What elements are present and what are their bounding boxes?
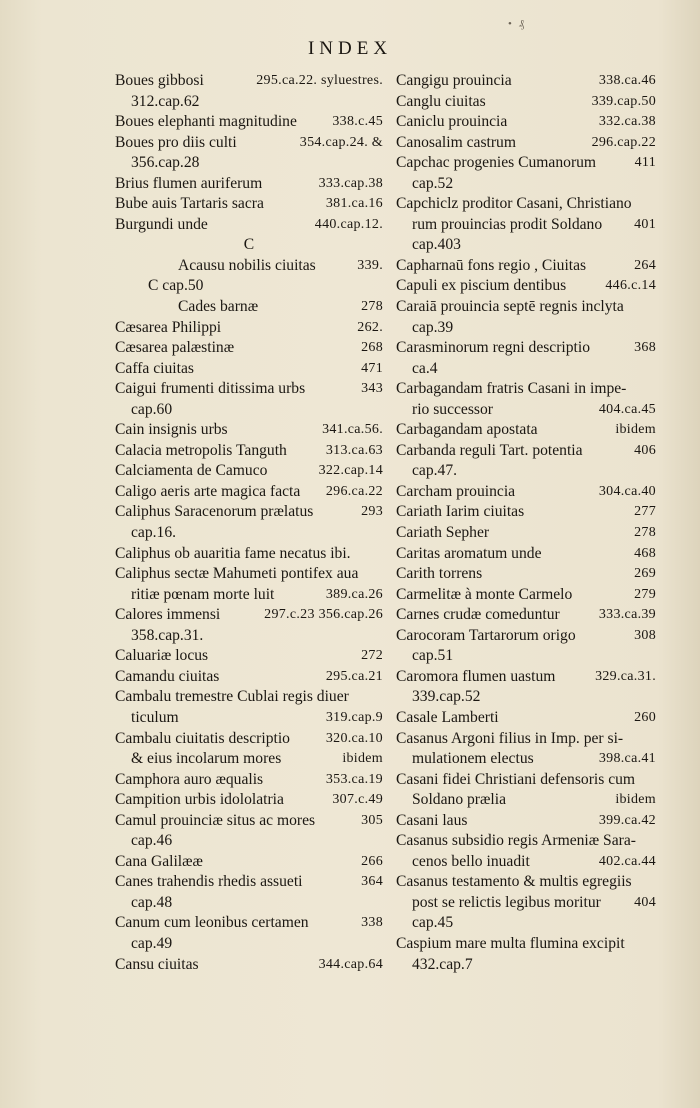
entry-text: cap.45 (412, 914, 454, 932)
entry-text: Casanus subsidio regis Armeniæ Sara- (396, 832, 636, 850)
entry-text: Cariath Iarim ciuitas (396, 503, 525, 521)
entry-reference: ibidem (615, 792, 656, 808)
index-entry (396, 194, 656, 215)
entry-text: cap.52 (412, 174, 454, 192)
entry-text: Caniclu prouincia (396, 113, 508, 131)
index-entry (396, 687, 656, 708)
index-entry (115, 585, 383, 606)
entry-text: Carbagandam fratris Casani in impe- (396, 380, 627, 398)
entry-text: cap.49 (131, 934, 173, 952)
index-entry (115, 626, 383, 647)
entry-reference: 264 (634, 257, 656, 273)
index-entry (115, 92, 383, 113)
entry-reference: 333.cap.38 (318, 175, 383, 191)
index-entry (115, 379, 383, 400)
entry-reference: 402.ca.44 (598, 853, 656, 869)
index-entry (396, 872, 656, 893)
index-entry (396, 318, 656, 339)
entry-reference: 308 (634, 627, 656, 643)
entry-reference: 268 (361, 340, 383, 356)
entry-text: 356.cap.28 (131, 154, 200, 172)
entry-text: Caigui frumenti ditissima urbs (115, 380, 306, 398)
index-column-right (396, 71, 656, 975)
index-entry (396, 893, 656, 914)
index-entry (115, 544, 383, 565)
index-entry (115, 318, 383, 339)
index-entry (115, 646, 383, 667)
entry-text: Capchiclz proditor Casani, Christiano (396, 195, 632, 213)
index-entry (115, 749, 383, 770)
entry-text: Bube auis Tartaris sacra (115, 195, 264, 213)
index-entry (396, 112, 656, 133)
entry-text: Cæsarea Philippi (115, 318, 222, 336)
entry-reference: 404.ca.45 (598, 401, 656, 417)
entry-text: Boues pro diis culti (115, 133, 237, 151)
entry-reference: 341.ca.56. (322, 422, 383, 438)
index-entry (396, 153, 656, 174)
index-entry (396, 502, 656, 523)
entry-reference: 313.ca.63 (325, 442, 383, 458)
entry-text: 312.cap.62 (131, 92, 200, 110)
entry-reference: 296.ca.22 (325, 483, 383, 499)
entry-text: Capchac progenies Cumanorum (396, 154, 597, 172)
entry-text: C cap.50 (148, 277, 204, 295)
entry-text: Acausu nobilis ciuitas (178, 256, 316, 274)
index-entry (396, 605, 656, 626)
entry-text: Caspium mare multa flumina excipit (396, 934, 625, 952)
entry-text: Casale Lamberti (396, 708, 499, 726)
entry-text: ticulum (131, 708, 179, 726)
entry-text: Carith torrens (396, 565, 483, 583)
index-entry (396, 667, 656, 688)
index-entry (396, 544, 656, 565)
entry-text: cap.16. (131, 524, 177, 542)
entry-text: cap.60 (131, 400, 173, 418)
index-entry (396, 646, 656, 667)
entry-reference: 277 (634, 504, 656, 520)
index-entry (115, 770, 383, 791)
entry-reference: 262. (357, 319, 383, 335)
entry-text: Boues gibbosi (115, 72, 204, 89)
entry-text: mulationem electus (412, 750, 534, 768)
index-entry (396, 770, 656, 791)
index-entry (115, 872, 383, 893)
entry-reference: 295.ca.22. syluestres. (256, 73, 383, 88)
index-entry (115, 461, 383, 482)
entry-text: Camul prouinciæ situs ac mores (115, 811, 316, 829)
entry-reference: 296.cap.22 (591, 134, 656, 150)
entry-text: ritiæ pœnam morte luit (131, 585, 275, 603)
entry-text: Canosalim castrum (396, 133, 516, 151)
entry-text: Capharnaū fons regio , Ciuitas (396, 256, 587, 274)
index-entry (396, 235, 656, 256)
entry-text: Casani fidei Christiani defensoris cum (396, 770, 636, 788)
entry-reference: 305 (361, 812, 383, 828)
index-entry (396, 852, 656, 873)
entry-text: Cana Galilææ (115, 852, 203, 870)
entry-text: Canum cum leonibus certamen (115, 914, 309, 932)
entry-reference: 344.cap.64 (318, 956, 383, 972)
index-entry (396, 790, 656, 811)
index-entry (115, 955, 383, 976)
index-entry (396, 297, 656, 318)
entry-text: Cambalu ciuitatis descriptio (115, 729, 290, 747)
entry-text: Carnes crudæ comeduntur (396, 606, 560, 624)
entry-text: Brius flumen auriferum (115, 174, 263, 192)
index-entry (115, 482, 383, 503)
entry-reference: 401 (634, 216, 656, 232)
entry-reference: 278 (361, 299, 383, 315)
entry-reference: 338.ca.46 (598, 73, 656, 88)
index-entry (396, 585, 656, 606)
entry-reference: 272 (361, 648, 383, 664)
index-entry (115, 523, 383, 544)
index-entry (396, 133, 656, 154)
index-entry (115, 893, 383, 914)
index-entry (115, 133, 383, 154)
index-entry (115, 276, 383, 297)
entry-reference: 471 (361, 360, 383, 376)
index-entry (115, 215, 383, 236)
index-entry (115, 502, 383, 523)
index-entry (396, 482, 656, 503)
index-entry (115, 71, 383, 92)
index-entry (396, 71, 656, 92)
index-entry (396, 215, 656, 236)
entry-text: Cain insignis urbs (115, 421, 228, 439)
entry-text: C (243, 236, 255, 254)
entry-text: Canes trahendis rhedis assueti (115, 873, 303, 891)
entry-text: rum prouincias prodit Soldano (412, 215, 603, 233)
entry-reference: 398.ca.41 (598, 751, 656, 767)
index-entry (396, 934, 656, 955)
entry-text: 358.cap.31. (131, 626, 204, 644)
entry-text: rio successor (412, 400, 493, 418)
entry-text: Cades barnæ (178, 298, 259, 316)
index-entry (396, 400, 656, 421)
index-entry (115, 729, 383, 750)
entry-text: Camphora auro æqualis (115, 770, 264, 788)
entry-text: Casanus testamento & multis egregiis (396, 873, 632, 891)
entry-text: Carcham prouincia (396, 482, 516, 500)
index-entry (396, 955, 656, 976)
index-entry (115, 112, 383, 133)
index-entry (396, 359, 656, 380)
entry-text: Capuli ex piscium dentibus (396, 277, 567, 295)
entry-text: 432.cap.7 (412, 955, 473, 973)
entry-text: Caritas aromatum unde (396, 544, 542, 562)
index-entry (396, 831, 656, 852)
entry-text: Caliphus Saracenorum prælatus (115, 503, 314, 521)
index-column-left (115, 71, 383, 975)
index-entry (115, 400, 383, 421)
entry-reference: 338 (361, 915, 383, 931)
index-entry (115, 811, 383, 832)
entry-reference: 368 (634, 340, 656, 356)
entry-reference: 260 (634, 709, 656, 725)
entry-reference: 354.cap.24. & (299, 134, 383, 150)
running-head: INDEX (307, 38, 393, 59)
entry-text: Carasminorum regni descriptio (396, 339, 591, 357)
entry-reference: 269 (634, 566, 656, 582)
index-entry (115, 687, 383, 708)
index-entry (115, 667, 383, 688)
entry-text: 339.cap.52 (412, 688, 481, 706)
entry-reference: 353.ca.19 (325, 771, 383, 787)
entry-text: Casanus Argoni filius in Imp. per si- (396, 729, 624, 747)
entry-reference: 332.ca.38 (598, 114, 656, 130)
index-entry (396, 256, 656, 277)
entry-text: Camandu ciuitas (115, 667, 220, 685)
entry-text: Calores immensi (115, 606, 221, 624)
entry-reference: 333.ca.39 (598, 607, 656, 623)
index-entry (115, 420, 383, 441)
entry-text: Calciamenta de Camuco (115, 462, 268, 480)
entry-text: Canglu ciuitas (396, 92, 486, 110)
entry-reference: 304.ca.40 (598, 483, 656, 499)
entry-reference: 329.ca.31. (595, 668, 656, 684)
entry-reference: 404 (634, 894, 656, 910)
entry-reference: 295.ca.21 (325, 668, 383, 684)
entry-text: Soldano prælia (412, 791, 506, 809)
entry-text: cap.39 (412, 318, 454, 336)
entry-reference: 320.ca.10 (325, 730, 383, 746)
entry-text: Carbagandam apostata (396, 421, 538, 439)
index-entry (396, 811, 656, 832)
entry-reference: 381.ca.16 (325, 196, 383, 212)
index-entry (396, 338, 656, 359)
index-entry (115, 338, 383, 359)
entry-text: Carbanda reguli Tart. potentia (396, 441, 583, 459)
index-entry (396, 92, 656, 113)
index-entry (115, 359, 383, 380)
index-entry (115, 790, 383, 811)
entry-text: cenos bello inuadit (412, 852, 530, 870)
index-entry (115, 852, 383, 873)
entry-text: cap.47. (412, 462, 458, 480)
index-entry (396, 276, 656, 297)
entry-text: Caraiā prouincia septē regnis inclyta (396, 298, 624, 316)
entry-text: Cangigu prouincia (396, 72, 512, 89)
index-entry (115, 564, 383, 585)
entry-text: Boues elephanti magnitudine (115, 113, 297, 131)
entry-reference: 319.cap.9 (325, 709, 383, 725)
entry-reference: 364 (361, 874, 383, 890)
index-entry (115, 174, 383, 195)
entry-reference: 446.c.14 (605, 278, 656, 294)
index-entry (115, 708, 383, 729)
entry-reference: 343 (361, 381, 383, 397)
entry-reference: 399.ca.42 (598, 812, 656, 828)
entry-text: Casani laus (396, 811, 468, 829)
entry-reference: 278 (634, 525, 656, 541)
index-entry (396, 420, 656, 441)
entry-text: Calacia metropolis Tanguth (115, 441, 287, 459)
index-entry (115, 913, 383, 934)
entry-reference: 339.cap.50 (591, 93, 656, 109)
index-entry (115, 235, 383, 256)
entry-text: ca.4 (412, 359, 438, 377)
entry-text: Caluariæ locus (115, 647, 209, 665)
entry-text: post se relictis legibus moritur (412, 893, 601, 911)
entry-text: Cansu ciuitas (115, 955, 199, 973)
entry-reference: 411 (634, 155, 656, 171)
index-entry (115, 934, 383, 955)
entry-text: Caffa ciuitas (115, 359, 194, 377)
entry-text: Caliphus ob auaritia fame necatus ibi. (115, 544, 351, 562)
entry-reference: 339. (357, 257, 383, 273)
entry-reference: ibidem (615, 422, 656, 438)
entry-text: Carocoram Tartarorum origo (396, 626, 576, 644)
entry-text: cap.51 (412, 647, 454, 665)
index-entry (396, 626, 656, 647)
entry-reference: 440.cap.12. (314, 216, 383, 232)
entry-text: & eius incolarum mores (131, 750, 282, 768)
entry-reference: 293 (361, 504, 383, 520)
entry-text: Cambalu tremestre Cublai regis diuer (115, 688, 349, 706)
entry-text: Campition urbis idololatria (115, 791, 284, 809)
entry-reference: 307.c.49 (332, 792, 383, 808)
entry-text: Burgundi unde (115, 215, 208, 233)
entry-text: cap.403 (412, 236, 461, 254)
entry-reference: 338.c.45 (332, 114, 383, 130)
entry-text: Carmelitæ à monte Carmelo (396, 585, 573, 603)
index-entry (396, 174, 656, 195)
index-entry (396, 379, 656, 400)
entry-text: cap.48 (131, 893, 173, 911)
index-entry (115, 441, 383, 462)
index-entry (396, 564, 656, 585)
entry-text: Cariath Sepher (396, 524, 490, 542)
entry-reference: 297.c.23 356.cap.26 (264, 607, 383, 623)
index-entry (396, 913, 656, 934)
index-entry (396, 708, 656, 729)
entry-reference: 266 (361, 853, 383, 869)
index-entry (396, 729, 656, 750)
index-entry (396, 749, 656, 770)
index-entry (115, 194, 383, 215)
index-entry (115, 297, 383, 318)
entry-text: cap.46 (131, 832, 173, 850)
entry-text: Caliphus sectæ Mahumeti pontifex aua (115, 565, 359, 583)
index-entry (115, 831, 383, 852)
index-entry (115, 153, 383, 174)
entry-reference: ibidem (342, 751, 383, 767)
entry-reference: 389.ca.26 (325, 586, 383, 602)
index-entry (396, 441, 656, 462)
entry-text: Caromora flumen uastum (396, 667, 556, 685)
entry-reference: 322.cap.14 (318, 463, 383, 479)
index-entry (115, 256, 383, 277)
index-entry (396, 461, 656, 482)
entry-reference: 279 (634, 586, 656, 602)
entry-reference: 406 (634, 442, 656, 458)
folio-mark: • ₰ (508, 18, 527, 30)
entry-reference: 468 (634, 545, 656, 561)
entry-text: Caligo aeris arte magica facta (115, 482, 301, 500)
index-entry (396, 523, 656, 544)
index-entry (115, 605, 383, 626)
entry-text: Cæsarea palæstinæ (115, 339, 235, 357)
